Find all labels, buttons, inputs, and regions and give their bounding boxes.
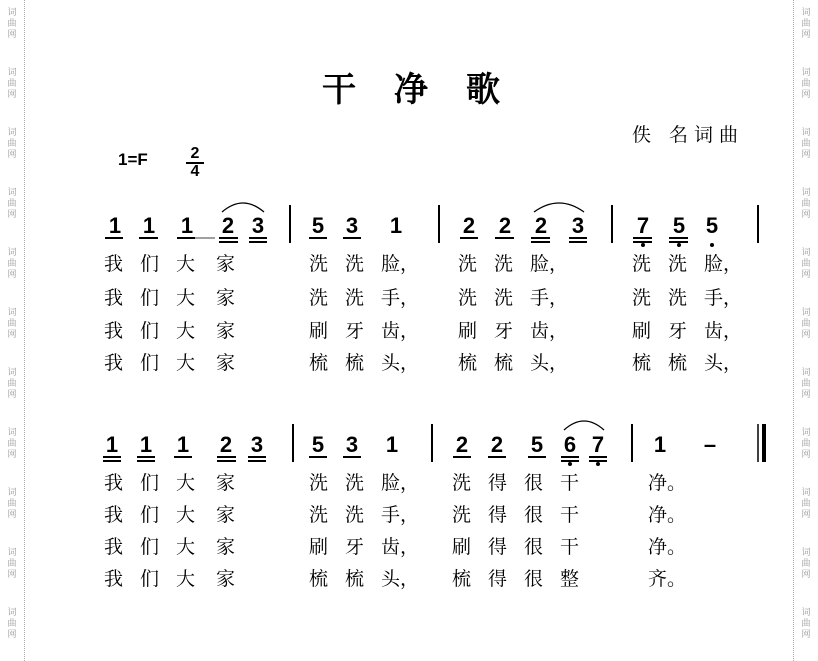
note: 2 [498,213,512,238]
lyric-syllable: 们 [140,504,160,526]
lyric-syllable: 手， [381,504,420,526]
lyric-syllable: 洗 [452,472,472,494]
note: 2 [455,432,469,457]
lyric-syllable: 齿， [381,536,420,558]
note: 1 [176,432,190,457]
lyric-syllable: 们 [140,287,160,309]
lyric-syllable: 刷 [458,320,478,342]
lyric-syllable: 脸， [381,253,420,275]
lyric-syllable: 头， [381,568,420,590]
note: 5 [311,213,325,238]
lyric-syllable: 大 [176,320,196,342]
lyric-syllable: 梳 [494,352,514,374]
watermark-char: 网 [7,630,17,640]
low-octave-dot [568,462,572,466]
lyric-syllable: 得 [488,504,508,526]
watermark-char: 曲 [801,259,811,269]
lyric-syllable: 我 [104,536,124,558]
watermark-char: 网 [7,30,17,40]
lyric-syllable: 梳 [632,352,652,374]
low-octave-dot [641,243,645,247]
watermark-char: 词 [7,308,17,318]
watermark-char: 曲 [7,499,17,509]
time-numerator: 2 [190,145,200,162]
watermark-char: 曲 [801,499,811,509]
lyric-syllable: 我 [104,472,124,494]
low-octave-dot [677,243,681,247]
lyric-syllable: 家 [216,472,236,494]
lyric-syllable: 们 [140,568,160,590]
lyric-syllable: 净。 [648,504,687,526]
lyric-syllable: 得 [488,568,508,590]
lyric-syllable: 洗 [458,253,478,275]
watermark-char: 曲 [7,319,17,329]
lyric-syllable: 我 [104,504,124,526]
lyric-syllable: 干 [560,472,580,494]
watermark-char: 曲 [801,439,811,449]
lyric-syllable: 洗 [668,253,688,275]
watermark-char: 曲 [7,79,17,89]
note: 5 [672,213,686,238]
watermark-char: 词 [7,608,17,618]
watermark-char: 词 [7,68,17,78]
watermark-char: 曲 [7,619,17,629]
watermark-char: 曲 [7,199,17,209]
lyric-syllable: 脸， [704,253,743,275]
lyric-syllable: 我 [104,253,124,275]
watermark-char: 曲 [7,559,17,569]
lyric-syllable: 很 [524,568,544,590]
watermark-char: 词 [801,68,811,78]
lyric-syllable: 大 [176,352,196,374]
lyric-syllable: 得 [488,472,508,494]
lyric-syllable: 洗 [345,504,365,526]
lyric-syllable: 大 [176,472,196,494]
lyric-syllable: 家 [216,536,236,558]
lyric-syllable: 洗 [452,504,472,526]
watermark-char: 曲 [801,19,811,29]
lyric-syllable: 刷 [309,536,329,558]
lyric-syllable: 梳 [345,568,365,590]
note: 3 [251,213,265,238]
watermark-char: 网 [801,30,811,40]
lyric-syllable: 刷 [452,536,472,558]
lyric-syllable: 脸， [381,472,420,494]
watermark-char: 曲 [801,79,811,89]
note: 1 [142,213,156,238]
lyric-syllable: 齿， [530,320,569,342]
watermark-char: 曲 [7,439,17,449]
lyric-syllable: 齿， [381,320,420,342]
watermark-char: 曲 [7,19,17,29]
watermark-char: 曲 [801,139,811,149]
watermark-char: 网 [801,210,811,220]
lyric-syllable: 整 [560,568,580,590]
lyric-syllable: 大 [176,287,196,309]
lyric-syllable: 我 [104,287,124,309]
note: 3 [345,213,359,238]
watermark-char: 词 [801,428,811,438]
note: 2 [490,432,504,457]
lyric-syllable: 牙 [345,320,365,342]
lyric-syllable: 手， [704,287,743,309]
lyric-syllable: 洗 [345,253,365,275]
lyric-syllable: 我 [104,352,124,374]
note: 1 [653,432,667,457]
watermark-char: 曲 [801,559,811,569]
lyric-syllable: 洗 [632,287,652,309]
watermark-char: 网 [7,270,17,280]
lyric-syllable: 牙 [345,536,365,558]
note: 5 [311,432,325,457]
lyric-syllable: 洗 [458,287,478,309]
watermark-char: 曲 [7,379,17,389]
watermark-char: 曲 [7,139,17,149]
lyric-syllable: 洗 [494,287,514,309]
watermark-char: 曲 [801,199,811,209]
note: 1 [180,213,194,238]
lyric-syllable: 梳 [309,568,329,590]
lyric-syllable: 洗 [632,253,652,275]
note: 2 [534,213,548,238]
key-signature: 1=F [118,150,148,169]
lyric-syllable: 大 [176,253,196,275]
lyric-syllable: 洗 [309,472,329,494]
lyric-syllable: 刷 [632,320,652,342]
note: 5 [530,432,544,457]
lyric-syllable: 脸， [530,253,569,275]
lyric-syllable: 们 [140,352,160,374]
watermark-char: 词 [801,368,811,378]
note: 6 [563,432,577,457]
watermark-char: 网 [801,510,811,520]
lyric-syllable: 大 [176,568,196,590]
lyric-syllable: 头， [530,352,569,374]
lyric-syllable: 牙 [668,320,688,342]
watermark-char: 网 [7,210,17,220]
watermark-char: 网 [7,150,17,160]
note: 1 [108,213,122,238]
lyric-syllable: 梳 [458,352,478,374]
lyric-syllable: 手， [381,287,420,309]
watermark-char: 曲 [801,379,811,389]
lyric-syllable: 我 [104,568,124,590]
lyric-syllable: 干 [560,536,580,558]
note: 1 [389,213,403,238]
lyric-syllable: 洗 [345,472,365,494]
lyric-syllable: 大 [176,504,196,526]
watermark-char: 词 [801,308,811,318]
watermark-char: 词 [7,488,17,498]
lyric-syllable: 齿， [704,320,743,342]
lyric-syllable: 洗 [668,287,688,309]
watermark-char: 曲 [801,619,811,629]
lyric-syllable: 干 [560,504,580,526]
lyric-syllable: 刷 [309,320,329,342]
lyric-syllable: 洗 [309,253,329,275]
watermark-char: 网 [7,390,17,400]
lyric-syllable: 洗 [345,287,365,309]
lyric-syllable: 洗 [309,287,329,309]
lyric-syllable: 大 [176,536,196,558]
lyric-syllable: 很 [524,504,544,526]
watermark-char: 词 [7,548,17,558]
lyric-syllable: 们 [140,253,160,275]
slur [564,421,604,430]
watermark-char: 词 [801,8,811,18]
watermark-char: 网 [801,390,811,400]
watermark-char: 曲 [7,259,17,269]
watermark-char: 网 [801,450,811,460]
lyric-syllable: 净。 [648,536,687,558]
note: 3 [345,432,359,457]
lyric-syllable: 们 [140,536,160,558]
lyric-syllable: 们 [140,320,160,342]
note: 3 [250,432,264,457]
lyric-syllable: 家 [216,320,236,342]
lyric-syllable: 家 [216,504,236,526]
watermark-char: 词 [801,188,811,198]
low-octave-dot [710,243,714,247]
lyric-syllable: 得 [488,536,508,558]
lyric-syllable: 们 [140,472,160,494]
lyric-syllable: 洗 [309,504,329,526]
watermark-char: 网 [7,510,17,520]
lyric-syllable: 梳 [668,352,688,374]
watermark-char: 词 [7,368,17,378]
lyric-syllable: 梳 [452,568,472,590]
watermark-char: 网 [7,570,17,580]
note: 1 [385,432,399,457]
watermark-char: 词 [7,428,17,438]
watermark-char: 网 [7,330,17,340]
watermark-char: 词 [801,248,811,258]
lyric-syllable: 梳 [309,352,329,374]
watermark-char: 网 [7,450,17,460]
watermark-char: 网 [801,630,811,640]
slur [222,203,264,212]
lyric-syllable: 家 [216,352,236,374]
watermark-char: 词 [801,488,811,498]
lyric-syllable: 梳 [345,352,365,374]
lyric-syllable: 齐。 [648,568,687,590]
note: 2 [219,432,233,457]
watermark-char: 网 [801,90,811,100]
lyric-syllable: 很 [524,472,544,494]
lyric-syllable: 很 [524,536,544,558]
watermark-char: 网 [801,330,811,340]
watermark-char: 网 [801,270,811,280]
watermark-char: 词 [801,128,811,138]
lyric-syllable: 家 [216,287,236,309]
note: 2 [462,213,476,238]
note: 5 [705,213,719,238]
note: 3 [571,213,585,238]
slur [534,203,584,212]
watermark-char: 词 [801,548,811,558]
lyric-syllable: 我 [104,320,124,342]
lyric-syllable: 头， [704,352,743,374]
low-octave-dot [596,462,600,466]
note: – [703,432,717,457]
note: 7 [636,213,650,238]
lyric-syllable: 家 [216,568,236,590]
note: 7 [591,432,605,457]
watermark-char: 曲 [801,319,811,329]
watermark-char: 网 [7,90,17,100]
song-credit: 佚 名词曲 [632,124,745,146]
lyric-syllable: 手， [530,287,569,309]
watermark-char: 网 [801,570,811,580]
note: 2 [221,213,235,238]
note: 1 [105,432,119,457]
lyric-syllable: 家 [216,253,236,275]
watermark-char: 词 [7,128,17,138]
watermark-char: 词 [7,188,17,198]
watermark-char: 词 [801,608,811,618]
note: 1 [139,432,153,457]
lyric-syllable: 净。 [648,472,687,494]
lyric-syllable: 洗 [494,253,514,275]
lyric-syllable: 头， [381,352,420,374]
watermark-char: 词 [7,248,17,258]
lyric-syllable: 牙 [494,320,514,342]
watermark-char: 词 [7,8,17,18]
song-title: 干净歌 [322,70,538,110]
time-denominator: 4 [186,162,204,180]
watermark-char: 网 [801,150,811,160]
